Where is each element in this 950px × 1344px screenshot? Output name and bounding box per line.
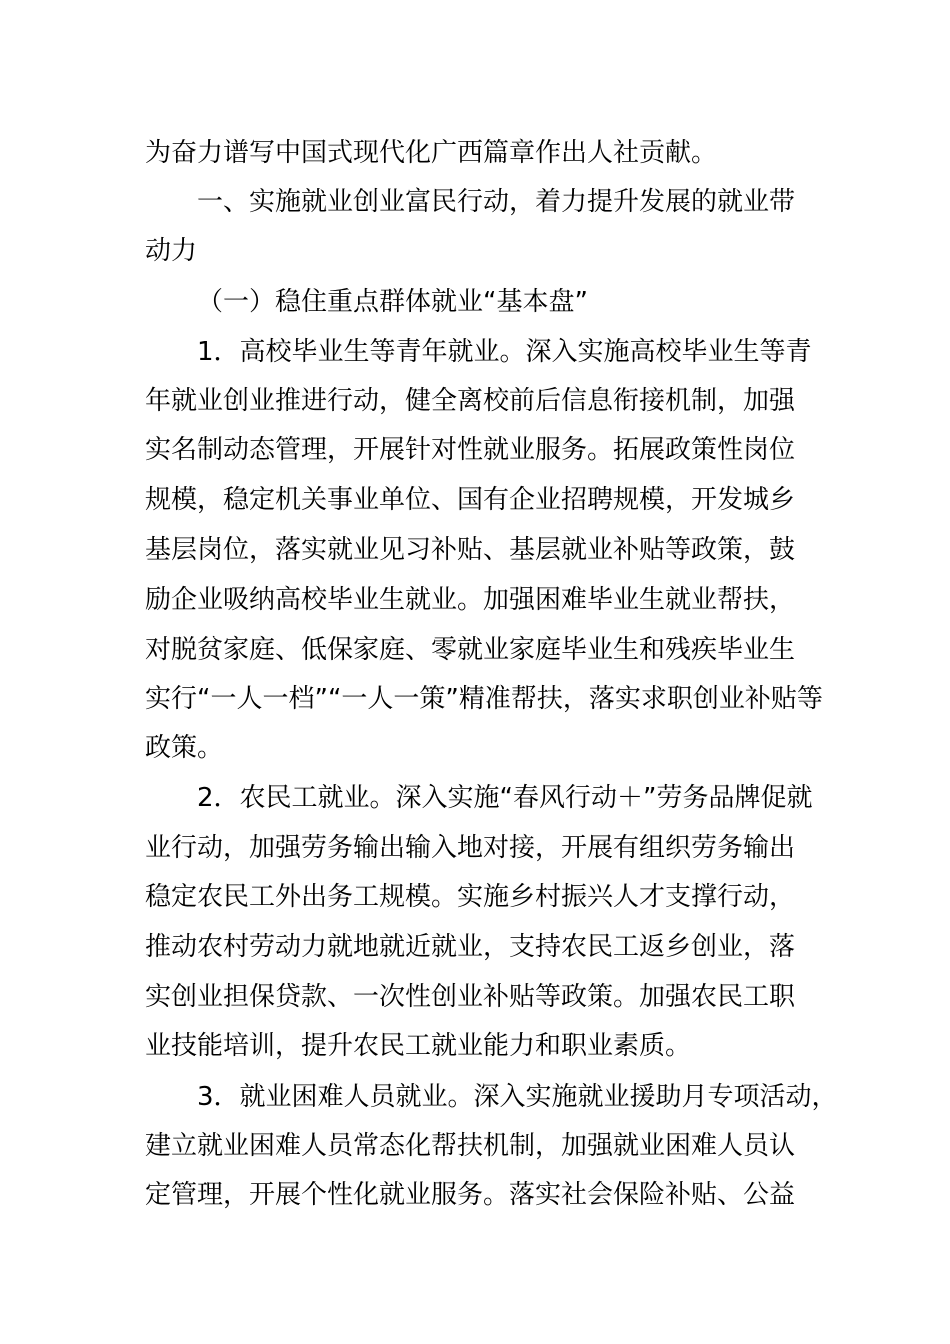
- section-heading-continuation: 动力: [145, 236, 198, 266]
- paragraph-line: 稳定农民工外出务工规模。实施乡村振兴人才支撑行动，: [145, 882, 796, 912]
- paragraph-line: 对脱贫家庭、低保家庭、零就业家庭毕业生和残疾毕业生: [145, 635, 796, 665]
- paragraph-line: 励企业吸纳高校毕业生就业。加强困难毕业生就业帮扶，: [145, 585, 796, 615]
- paragraph-line: 规模，稳定机关事业单位、国有企业招聘规模，开发城乡: [145, 485, 796, 515]
- paragraph-line: 实行“一人一档”“一人一策”精准帮扶，落实求职创业补贴等: [145, 684, 823, 714]
- paragraph-line: 建立就业困难人员常态化帮扶机制，加强就业困难人员认: [145, 1131, 796, 1161]
- paragraph-line: 实名制动态管理，开展针对性就业服务。拓展政策性岗位: [145, 435, 796, 465]
- paragraph-line: 3．就业困难人员就业。深入实施就业援助月专项活动，: [197, 1082, 838, 1112]
- paragraph-line: 基层岗位，落实就业见习补贴、基层就业补贴等政策，鼓: [145, 535, 796, 565]
- paragraph-line: 1．高校毕业生等青年就业。深入实施高校毕业生等青: [197, 337, 812, 367]
- paragraph-line: 年就业创业推进行动，健全离校前后信息衔接机制，加强: [145, 386, 796, 416]
- paragraph-line: 定管理，开展个性化就业服务。落实社会保险补贴、公益: [145, 1180, 796, 1210]
- paragraph-line: 业行动，加强劳务输出输入地对接，开展有组织劳务输出: [145, 833, 796, 863]
- section-heading: 一、实施就业创业富民行动，着力提升发展的就业带: [197, 187, 796, 217]
- paragraph-line: 2．农民工就业。深入实施“春风行动＋”劳务品牌促就: [197, 783, 813, 813]
- paragraph-line: 为奋力谱写中国式现代化广西篇章作出人社贡献。: [145, 138, 718, 168]
- paragraph-line: 推动农村劳动力就地就近就业，支持农民工返乡创业，落: [145, 932, 796, 962]
- paragraph-line: 实创业担保贷款、一次性创业补贴等政策。加强农民工职: [145, 982, 796, 1012]
- paragraph-line: 业技能培训，提升农民工就业能力和职业素质。: [145, 1031, 692, 1061]
- subsection-heading: （一）稳住重点群体就业“基本盘”: [197, 287, 588, 317]
- paragraph-line: 政策。: [145, 733, 224, 763]
